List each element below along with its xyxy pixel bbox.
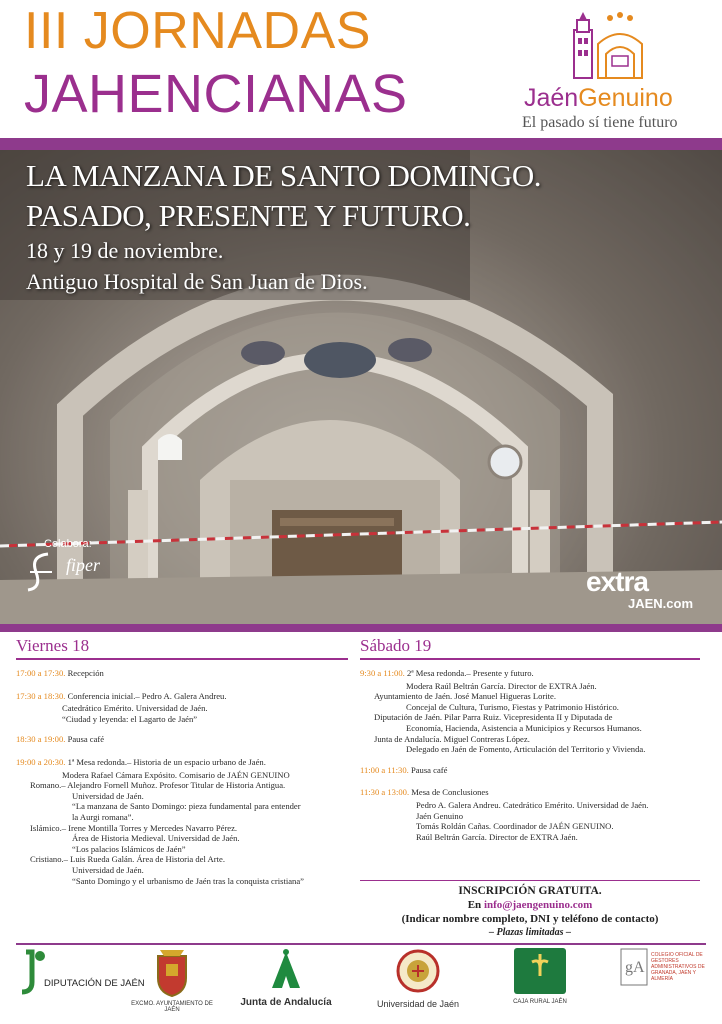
universidad-caption: Universidad de Jaén [376,999,460,1009]
ayuntamiento-caption: EXCMO. AYUNTAMIENTO DE JAÉN [131,1001,213,1013]
title-line-2: JAHENCIANAS [24,64,408,124]
item-line: Pedro A. Galera Andreu. Catedrático Emérito. Universidad de Jaén. [416,799,649,810]
item-text: Mesa de Conclusiones [411,787,489,798]
gestores-caption: COLEGIO OFICIAL DE GESTORES ADMINISTRATIVOS DE GRANADA, JAÉN Y ALMERÍA [651,952,705,982]
program-item [360,668,700,679]
section-line: “La manzana de Santo Domingo: pieza fundamental para entender [72,801,301,812]
item-text: 2ª Mesa redonda.– Presente y futuro. [406,668,534,678]
program-item [360,787,700,798]
hero-photo [0,150,722,624]
registration-limited: – Plazas limitadas – [489,927,571,938]
item-text: 1ª Mesa redonda.– Historia de un espacio urbano de Jaén. [67,756,266,767]
hero-title-line-2: PASADO, PRESENTE Y FUTURO. [26,198,471,233]
section-lead: Islámico.– Irene Montilla Torres y Mercedes Navarro Pérez. [30,822,238,833]
item-text: Pausa café [410,764,448,775]
item-line: Concejal de Cultura, Turismo, Fiestas y Patrimonio Histórico. [406,701,619,712]
brand-tagline: El pasado sí tiene futuro [522,114,678,131]
gestores-logo-icon [620,948,648,986]
saturday-program [360,634,700,842]
item-text: Pausa café [67,734,105,745]
item-line: Delegado en Jaén de Fomento, Articulación del Territorio y Vivienda. [406,744,646,755]
item-time: 17:30 a 18:30. [16,690,66,701]
program-item [16,668,348,679]
sponsor-caja-rural [508,948,572,1005]
item-time: 11:30 a 13:00. [360,787,410,798]
event-dates: 18 y 19 de noviembre. [26,238,224,263]
brand-name-part2: Genuino [578,84,673,112]
item-line: Ayuntamiento de Jaén. José Manuel Higueras Lorite. [374,691,557,702]
ayuntamiento-crest-icon [130,948,214,998]
registration-email-prefix: En [467,899,482,911]
registration-email-link[interactable]: info@jaengenuino.com [483,899,593,911]
title-line-1: III JORNADAS [24,2,371,60]
saturday-divider [360,658,700,660]
universidad-jaen-seal-icon [368,948,468,994]
bottom-band [0,624,722,632]
item-time: 17:00 a 17:30. [16,668,66,678]
item-text: Recepción [67,668,104,678]
registration-details: (Indicar nombre completo, DNI y teléfono de contacto) [401,913,659,925]
section-line: Universidad de Jaén. [72,864,144,875]
diputacion-logo-text: DIPUTACIÓN DE JAÉN [44,978,145,989]
fiper-logo-name: fiper [66,555,100,575]
registration-title: INSCRIPCIÓN GRATUITA. [458,885,602,897]
registration-divider [360,880,700,881]
sponsor-universidad [368,948,468,1009]
registration-email-line [360,898,700,912]
svg-text:gA: gA [625,959,645,976]
item-text: Conferencia inicial.– Pedro A. Galera Andreu. [67,690,227,701]
footer-divider [16,943,706,945]
jaen-genuino-logo-icon [566,10,646,82]
collaborates-label: Colabora: [44,538,92,550]
item-time: 11:00 a 11:30. [360,764,409,775]
item-line: “Ciudad y leyenda: el Lagarto de Jaén” [62,713,198,724]
caja-rural-logo-icon [514,948,566,994]
registration-box [360,880,700,939]
extra-jaen-logo-line1: extra [586,566,648,597]
sponsor-gestores [620,948,710,986]
item-line: Economía, Hacienda, Asistencia a Municipios y Recursos Humanos. [406,722,642,733]
section-lead: Cristiano.– Luis Rueda Galán. Área de Historia del Arte. [30,854,225,865]
program-item [16,757,348,768]
brand-name [524,84,673,112]
section-line: la Aurgi romana”. [72,811,134,822]
junta-caption: Junta de Andalucía [240,997,332,1008]
item-line: Junta de Andalucía. Miguel Contreras López. [374,733,530,744]
item-line: Jaén Genuino [416,810,464,821]
sponsor-ayuntamiento [130,948,214,1013]
diputacion-logo-icon [18,948,145,1000]
item-line: Raúl Beltrán García. Director de EXTRA Jaén. [416,831,578,842]
program-item [360,765,700,776]
section-line: “Los palacios Islámicos de Jaén” [72,843,186,854]
friday-divider [16,658,348,660]
hero-title-line-1: LA MANZANA DE SANTO DOMINGO. [26,158,542,193]
event-venue: Antiguo Hospital de San Juan de Dios. [26,269,368,294]
junta-andalucia-logo-icon [236,948,336,992]
caja-rural-caption: CAJA RURAL JAÉN [513,999,567,1005]
extra-jaen-logo-line2: JAEN.com [628,596,694,611]
section-line: “Santo Domingo y el urbanismo de Jaén tras la conquista cristiana” [72,875,304,886]
item-time: 9:30 a 11:00. [360,668,405,678]
section-line: Universidad de Jaén. [72,790,144,801]
sponsor-diputacion [18,948,145,1005]
header [0,0,722,138]
program-item [16,734,348,745]
top-band [0,138,722,150]
fiper-logo [22,550,112,598]
program-item [16,691,348,702]
sponsor-junta [236,948,336,1008]
item-time: 18:30 a 19:00. [16,734,66,745]
item-line: Diputación de Jaén. Pilar Parra Ruiz. Vicepresidenta II y Diputada de [374,712,613,723]
item-line: Modera Rafael Cámara Expósito. Comisario de JAÉN GENUINO [62,769,290,780]
item-line: Tomás Roldán Cañas. Coordinador de JAÉN GENUINO. [416,821,614,832]
extra-jaen-logo [586,568,693,611]
item-time: 19:00 a 20:30. [16,756,66,767]
section-lead: Romano.– Alejandro Fornell Muñoz. Profesor Titular de Historia Antigua. [30,780,286,791]
brand-name-part1: Jaén [524,84,579,112]
section-line: Área de Historia Medieval. Universidad de Jaén. [72,833,240,844]
item-line: Modera Raúl Beltrán García. Director de EXTRA Jaén. [406,680,597,691]
item-line: Catedrático Emérito. Universidad de Jaén. [62,703,208,714]
saturday-heading: Sábado 19 [360,636,432,655]
fiper-logo-icon [22,550,66,594]
friday-heading: Viernes 18 [16,636,90,655]
friday-program [16,634,348,886]
